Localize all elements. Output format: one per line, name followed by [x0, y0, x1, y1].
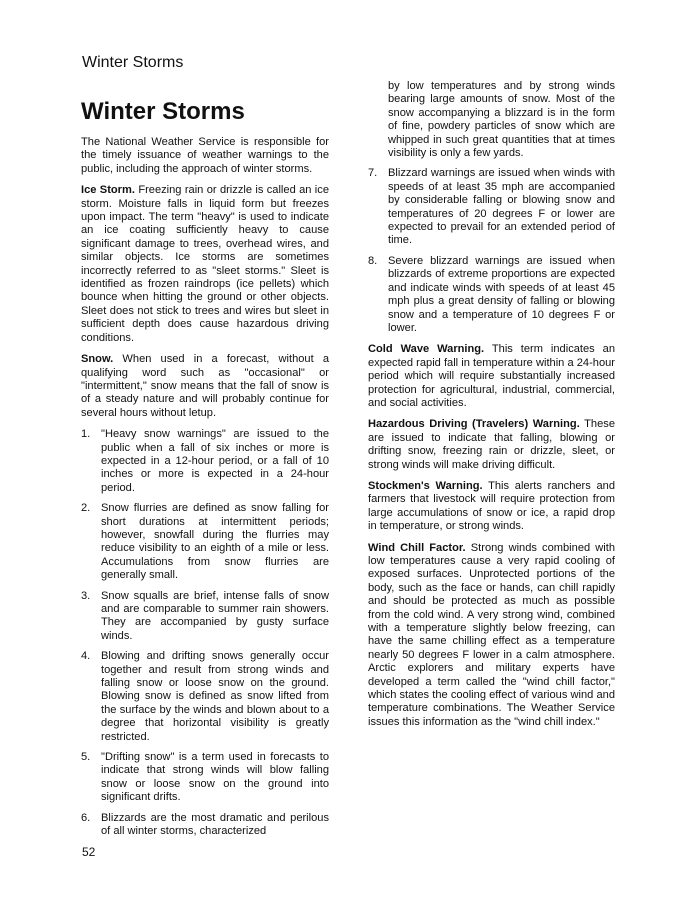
list-number: 7.	[368, 167, 378, 180]
list-item	[81, 812, 329, 839]
list-text: Snow flurries are defined as snow falling for short durations at intermittent periods; however, snowfall during the flurries may reduce visibility to an eighth of a mile or less. Accumulations from snow flurries are generally small.	[101, 502, 329, 582]
cold-wave-text: This term indicates an expected rapid fall in temperature within a 24-hour period which will require substantially increased protection for agricultural, industrial, commercial, and social activities.	[368, 343, 615, 409]
page-title: Winter Storms	[81, 98, 245, 125]
running-head: Winter Storms	[82, 54, 184, 71]
cold-wave-paragraph	[368, 343, 615, 410]
page-number: 52	[82, 845, 96, 859]
list-number: 8.	[368, 254, 378, 267]
list-text: "Drifting snow" is a term used in forecasts to indicate that strong winds will blow falling snow or loose snow on the ground into significant drifts.	[101, 751, 329, 804]
list-item	[368, 167, 615, 247]
list-number: 5.	[81, 751, 91, 764]
ice-storm-text: Freezing rain or drizzle is called an ice storm. Moisture falls in liquid form but freezes upon impact. The term "heavy" is used to indicate an ice coating sufficiently heavy to cause significant damage to trees, overhead wires, and similar objects. Ice storms are sometimes incorrectly referred to as "sleet storms." Sleet is identified as frozen raindrops (ice pellets) which bounce when hitting the ground or other objects. Sleet does not stick to trees and wires but sleet in sufficient depth does cause hazardous driving conditions.	[81, 184, 329, 344]
stockmens-text: This alerts ranchers and farmers that livestock will require protection from large accumulations of snow or ice, a rapid drop in temperature, or strong winds.	[368, 479, 615, 533]
list-item	[81, 650, 329, 744]
item6-continued: by low temperatures and by strong winds bearing large amounts of snow. Most of the snow accompanying a blizzard is in the form of fine, powdery particles of snow which are whipped in such great quantities that at times visibility is only a few yards.	[388, 80, 615, 160]
list-text: Blizzard warnings are issued when winds with speeds of at least 35 mph are accompanied by considerable falling or blowing snow and temperatures of 20 degrees F or lower are expected to prevail for an extended period of time.	[388, 167, 615, 247]
stockmens-term: Stockmen's Warning.	[368, 479, 483, 492]
list-text: Snow squalls are brief, intense falls of snow and are comparable to summer rain showers. They are accompanied by gusty surface winds.	[101, 589, 329, 642]
list-text: Severe blizzard warnings are issued when blizzards of extreme proportions are expected and indicate winds with speeds of at least 45 mph plus a great density of falling or blowing snow and a temperature of 10 degrees F or lower.	[388, 254, 615, 334]
list-item	[81, 428, 329, 495]
list-number: 1.	[81, 428, 91, 441]
list-text: Blowing and drifting snows generally occur together and result from strong winds and falling snow or loose snow on the ground. Blowing snow is defined as snow lifted from the surface by the winds and blown about to a degree that horizontal visibility is greatly restricted.	[101, 650, 329, 743]
list-item	[81, 502, 329, 582]
wind-chill-term: Wind Chill Factor.	[368, 541, 466, 554]
list-number: 3.	[81, 589, 91, 602]
intro-paragraph: The National Weather Service is responsible for the timely issuance of weather warnings to the public, including the approach of winter storms.	[81, 136, 329, 175]
list-number: 2.	[81, 502, 91, 515]
blizzard-list	[368, 167, 615, 335]
right-column	[368, 80, 615, 737]
cold-wave-term: Cold Wave Warning.	[368, 343, 485, 356]
list-number: 4.	[81, 650, 91, 663]
snow-term: Snow.	[81, 353, 114, 366]
list-item	[368, 255, 615, 335]
hazardous-driving-paragraph	[368, 418, 615, 472]
wind-chill-paragraph	[368, 542, 615, 730]
list-item	[81, 590, 329, 644]
snow-paragraph	[81, 353, 329, 420]
snow-list	[81, 428, 329, 838]
stockmens-paragraph	[368, 480, 615, 534]
list-number: 6.	[81, 811, 91, 824]
hazardous-driving-term: Hazardous Driving (Travelers) Warning.	[368, 418, 580, 431]
snow-text: When used in a forecast, without a qualifying word such as "occasional" or "intermittent," snow means that the fall of snow is of a steady nature and will probably continue for several hours without letup.	[81, 353, 329, 419]
list-text: "Heavy snow warnings" are issued to the public when a fall of six inches or more is expected in a 12-hour period, or a fall of 10 inches or more is expected in a 24-hour period.	[101, 428, 329, 494]
left-column	[81, 92, 329, 847]
list-text: Blizzards are the most dramatic and perilous of all winter storms, characterized	[101, 811, 329, 838]
list-item	[81, 751, 329, 805]
hazardous-driving-text: These are issued to indicate that falling, blowing or drifting snow, freezing rain or drizzle, sleet, or strong winds will make driving difficult.	[368, 418, 615, 471]
ice-storm-term: Ice Storm.	[81, 184, 135, 197]
ice-storm-paragraph	[81, 184, 329, 345]
wind-chill-text: Strong winds combined with low temperatures cause a very rapid cooling of exposed surfaces. Unprotected portions of the body, such as the face or hands, can chill rapidly and should be protected as much as possible from the cold wind. A very strong wind, combined with a temperature slightly below freezing, can have the same chilling effect as a temperature nearly 50 degrees F lower in a calm atmosphere. Arctic explorers and military experts have developed a term called the "wind chill factor," which states the cooling effect of various wind and temperature combinations. The Weather Service issues this information as the "wind chill index."	[368, 541, 615, 728]
